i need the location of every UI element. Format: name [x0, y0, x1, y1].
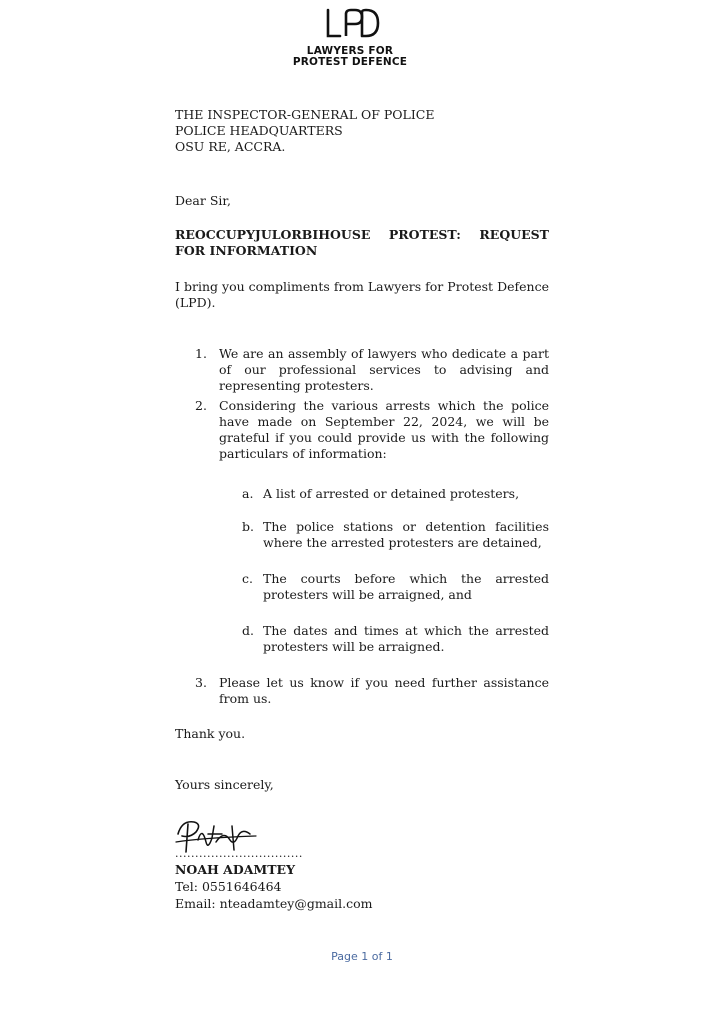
signature-line: ................................: [175, 847, 303, 860]
item-number: 2.: [195, 398, 207, 413]
page-number: Page 1 of 1: [331, 950, 393, 963]
subitem-letter: b.: [242, 519, 254, 534]
lpd-monogram-logo: [310, 6, 390, 46]
item-text: Considering the various arrests which the police have made on September 22, 2024, we will be grateful if you could provide us with the following particulars of information:: [219, 398, 549, 461]
signatory-name: NOAH ADAMTEY: [175, 862, 296, 877]
sign-off: Yours sincerely,: [175, 777, 274, 792]
lpd-logo: [280, 6, 420, 74]
signatory-email: Email: nteadamtey@gmail.com: [175, 896, 373, 911]
salutation: Dear Sir,: [175, 193, 231, 208]
subitem-text: The courts before which the arrested protesters will be arraigned, and: [263, 571, 549, 602]
recipient-line-1: THE INSPECTOR-GENERAL OF POLICE: [175, 107, 435, 122]
intro-paragraph: I bring you compliments from Lawyers for Protest Defence (LPD).: [175, 279, 549, 310]
recipient-line-3: OSU RE, ACCRA.: [175, 139, 286, 154]
subitem-text: The police stations or detention facilities where the arrested protesters are detained,: [263, 519, 549, 550]
subject-line: REOCCUPYJULORBIHOUSE PROTEST: REQUEST FOR INFORMATION: [175, 227, 549, 258]
item-text: We are an assembly of lawyers who dedicate a part of our professional services to advising and representing protesters.: [219, 346, 549, 393]
subitem-text: A list of arrested or detained protesters,: [263, 486, 520, 501]
signatory-tel: Tel: 0551646464: [175, 879, 282, 894]
subitem-letter: c.: [242, 571, 253, 586]
subitem-letter: d.: [242, 623, 254, 638]
logo-text-line-2: PROTEST DEFENCE: [292, 56, 408, 68]
logo-text-line-1: LAWYERS FOR: [306, 45, 394, 57]
recipient-address: [175, 107, 434, 155]
recipient-line-2: POLICE HEADQUARTERS: [175, 123, 343, 138]
subitem-letter: a.: [242, 486, 254, 501]
item-number: 3.: [195, 675, 207, 690]
subitem-text: The dates and times at which the arrested protesters will be arraigned.: [263, 623, 549, 654]
item-number: 1.: [195, 346, 207, 361]
thank-you-line: Thank you.: [175, 726, 246, 741]
item-text: Please let us know if you need further assistance from us.: [219, 675, 549, 706]
